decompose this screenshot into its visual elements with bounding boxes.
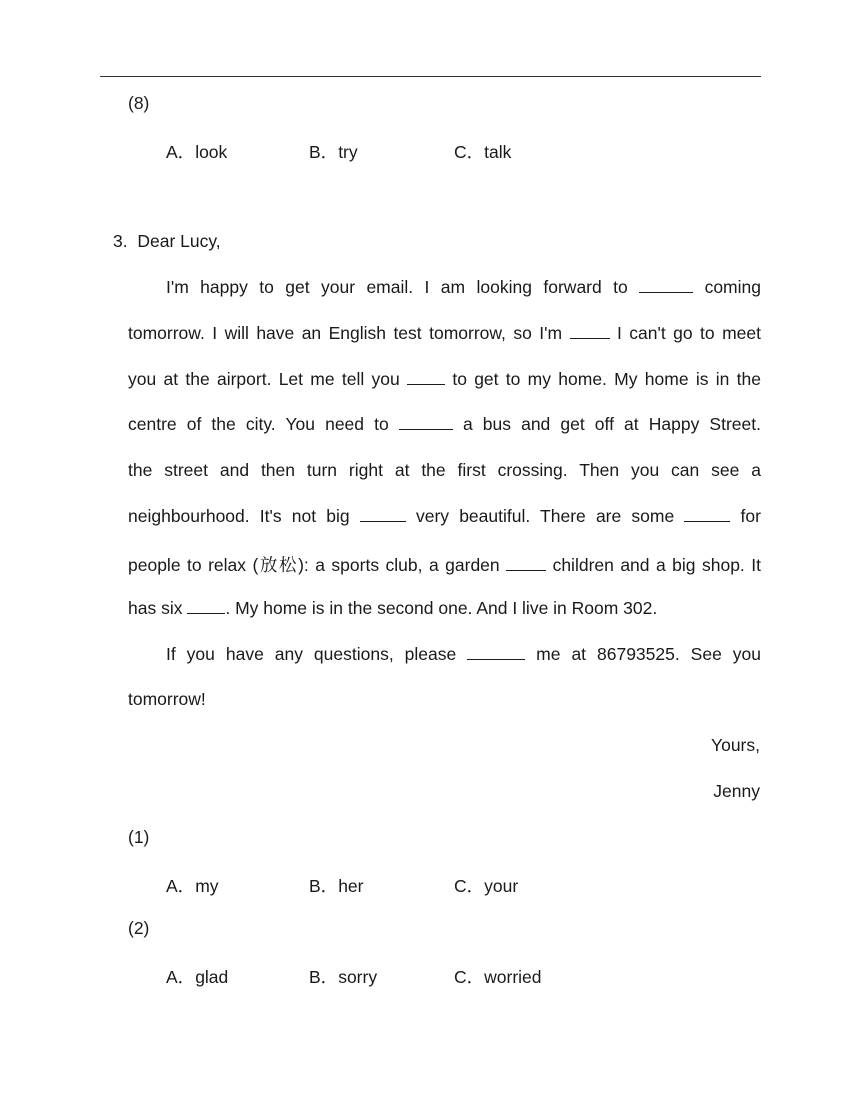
passage-line: neighbourhood. It's not big very beautiful. There are some for (128, 506, 761, 526)
answer-blank (639, 278, 693, 293)
passage-line: If you have any questions, please me at 86793525. See you (166, 644, 761, 664)
passage-line: the street and then turn right at the first crossing. Then you can see a (128, 460, 761, 480)
answer-blank (399, 415, 453, 430)
option-c[interactable]: C．your (454, 876, 519, 896)
passage-line: tomorrow! (128, 689, 206, 709)
option-c[interactable]: C．worried (454, 967, 542, 987)
passage-line: people to relax (放松): a sports club, a garden children and a big shop. It (128, 555, 761, 575)
answer-blank (407, 370, 445, 385)
option-b[interactable]: B．sorry (309, 967, 378, 987)
option-b[interactable]: B．try (309, 142, 358, 162)
letter-closing: Yours, (711, 735, 760, 755)
passage-line: centre of the city. You need to a bus and get off at Happy Street. (128, 414, 761, 434)
answer-blank (187, 599, 225, 614)
answer-blank (684, 507, 730, 522)
question-3-heading (113, 231, 221, 252)
header-rule (100, 76, 761, 77)
passage-line: you at the airport. Let me tell you to get to my home. My home is in the (128, 369, 761, 389)
option-a[interactable]: A．my (166, 876, 219, 896)
option-a[interactable]: A．look (166, 142, 228, 162)
option-b[interactable]: B．her (309, 876, 364, 896)
answer-blank (360, 507, 406, 522)
option-c[interactable]: C．talk (454, 142, 512, 162)
question-number: 3. (113, 231, 128, 251)
passage-line: tomorrow. I will have an English test tomorrow, so I'm I can't go to meet (128, 323, 761, 343)
question-number: (8) (128, 93, 150, 113)
passage-line: has six . My home is in the second one. And I live in Room 302. (128, 598, 658, 618)
answer-blank (506, 556, 546, 571)
answer-blank (467, 645, 525, 660)
answer-blank (570, 324, 610, 339)
letter-signature: Jenny (713, 781, 760, 801)
letter-greeting: Dear Lucy, (137, 231, 221, 251)
passage-line: I'm happy to get your email. I am looking forward to coming (166, 277, 761, 297)
question-number: (1) (128, 827, 150, 847)
question-number: (2) (128, 918, 150, 938)
option-a[interactable]: A．glad (166, 967, 229, 987)
